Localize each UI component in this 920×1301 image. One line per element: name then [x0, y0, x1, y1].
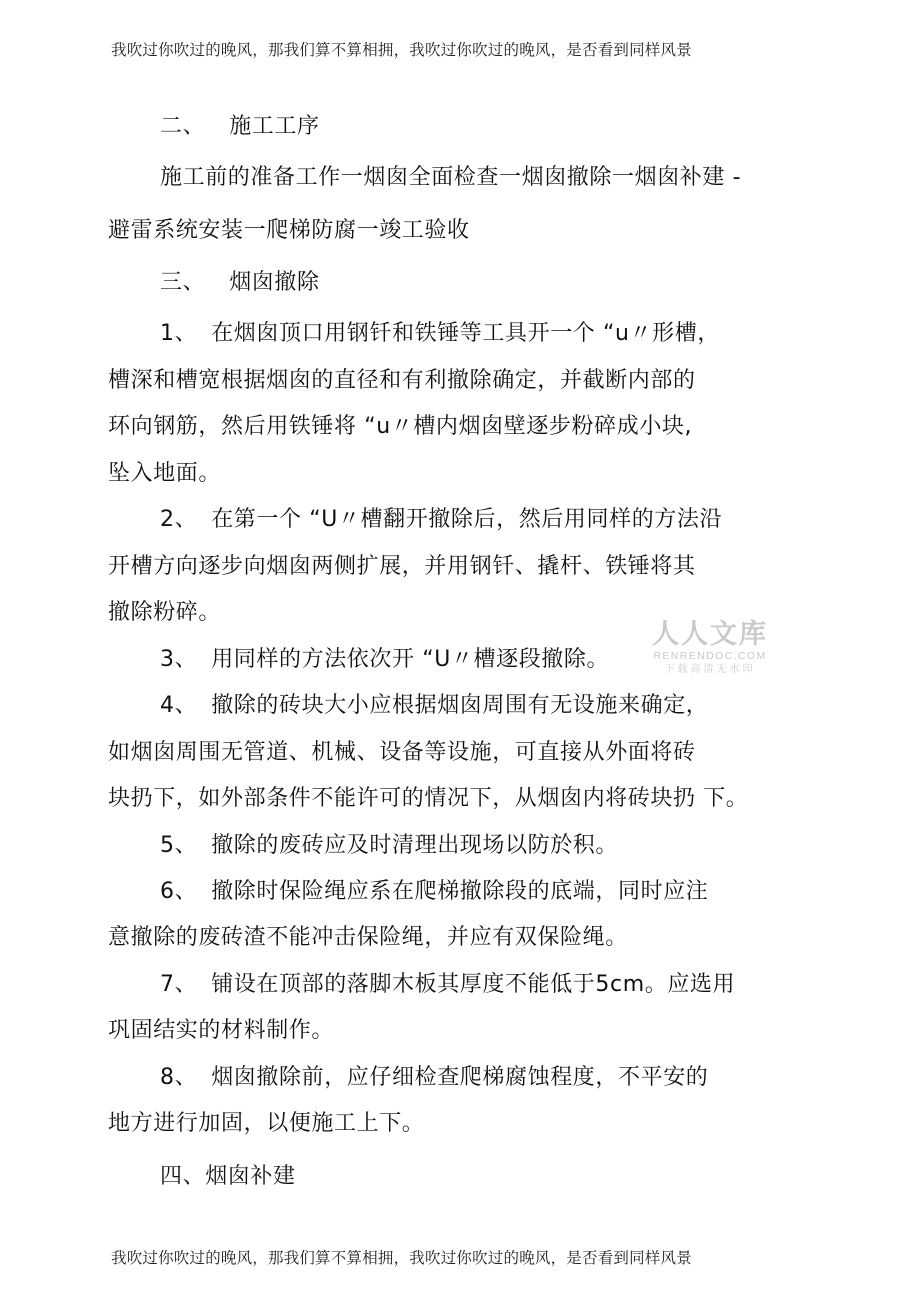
list-item-first-line: [160, 505, 722, 535]
list-item-line: 块扔下，如外部条件不能许可的情况下，从烟囱内将砖块扔 下。: [108, 786, 749, 811]
item-number: 8、: [160, 1065, 198, 1090]
list-item-line: 坠入地面。: [108, 461, 222, 486]
list-item-first-line: [160, 831, 618, 861]
list-item-line: 地方进行加固，以便施工上下。: [108, 1111, 425, 1136]
list-item-first-line: [160, 645, 609, 675]
list-item-line: 撤除粉碎。: [108, 600, 222, 625]
watermark: [646, 620, 774, 676]
section-heading-3: [160, 268, 320, 298]
item-text: 撤除时保险绳应系在爬梯撤除段的底端，同时应注: [211, 879, 709, 904]
watermark-slogan: 下载高清无水印: [664, 664, 756, 675]
process-flow-line: 避雷系统安装一爬梯防腐一竣工验收: [108, 218, 470, 243]
item-number: 5、: [160, 833, 198, 858]
list-item-line: 槽深和槽宽根据烟囱的直径和有利撤除确定，并截断内部的: [108, 368, 696, 393]
list-item-first-line: [160, 691, 708, 721]
item-text: 用同样的方法依次开 “U〃槽逐段撤除。: [211, 647, 610, 672]
list-item-first-line: [160, 319, 720, 349]
item-text: 撤除的砖块大小应根据烟囱周围有无设施来确定，: [211, 693, 709, 718]
item-number: 4、: [160, 693, 198, 718]
list-item-first-line: [160, 877, 708, 907]
list-item-line: 意撤除的废砖渣不能冲击保险绳，并应有双保险绳。: [108, 925, 628, 950]
item-number: 1、: [160, 321, 198, 346]
watermark-domain: RENRENDOC.COM: [653, 650, 767, 662]
section-heading-4: 四、烟囱补建: [160, 1164, 296, 1189]
item-number: 6、: [160, 879, 198, 904]
watermark-title: 人人文库: [652, 619, 768, 650]
process-flow-line: 施工前的准备工作一烟囱全面检查一烟囱撤除一烟囱补建 -: [160, 165, 742, 190]
item-text: 铺设在顶部的落脚木板其厚度不能低于5cm。应选用: [211, 972, 736, 997]
list-item-line: 环向钢筋，然后用铁锤将 “u〃槽内烟囱壁逐步粉碎成小块,: [108, 414, 693, 439]
page-header: 我吹过你吹过的晚风，那我们算不算相拥，我吹过你吹过的晚风，是否看到同样风景: [111, 41, 692, 59]
list-item-line: 巩固结实的材料制作。: [108, 1018, 335, 1043]
section-title: 烟囱撤除: [229, 270, 320, 295]
section-number: 三、: [160, 270, 206, 295]
section-number: 二、: [160, 114, 206, 139]
list-item-line: 如烟囱周围无管道、机械、设备等设施，可直接从外面将砖: [108, 740, 696, 765]
page-footer: 我吹过你吹过的晚风，那我们算不算相拥，我吹过你吹过的晚风，是否看到同样风景: [111, 1249, 692, 1267]
item-text: 撤除的废砖应及时清理出现场以防於积。: [211, 833, 619, 858]
item-text: 烟囱撤除前，应仔细检查爬梯腐蚀程度，不平安的: [211, 1065, 709, 1090]
item-text: 在烟囱顶口用钢钎和铁锤等工具开一个 “u〃形槽，: [211, 321, 720, 346]
item-text: 在第一个 “U〃槽翻开撤除后，然后用同样的方法沿: [211, 507, 723, 532]
item-number: 2、: [160, 507, 198, 532]
list-item-line: 开槽方向逐步向烟囱两侧扩展，并用钢钎、撬杆、铁锤将其: [108, 554, 696, 579]
list-item-first-line: [160, 1063, 708, 1093]
item-number: 7、: [160, 972, 198, 997]
list-item-first-line: [160, 970, 735, 1000]
item-number: 3、: [160, 647, 198, 672]
section-heading-2: [160, 112, 320, 142]
section-title: 施工工序: [229, 114, 320, 139]
